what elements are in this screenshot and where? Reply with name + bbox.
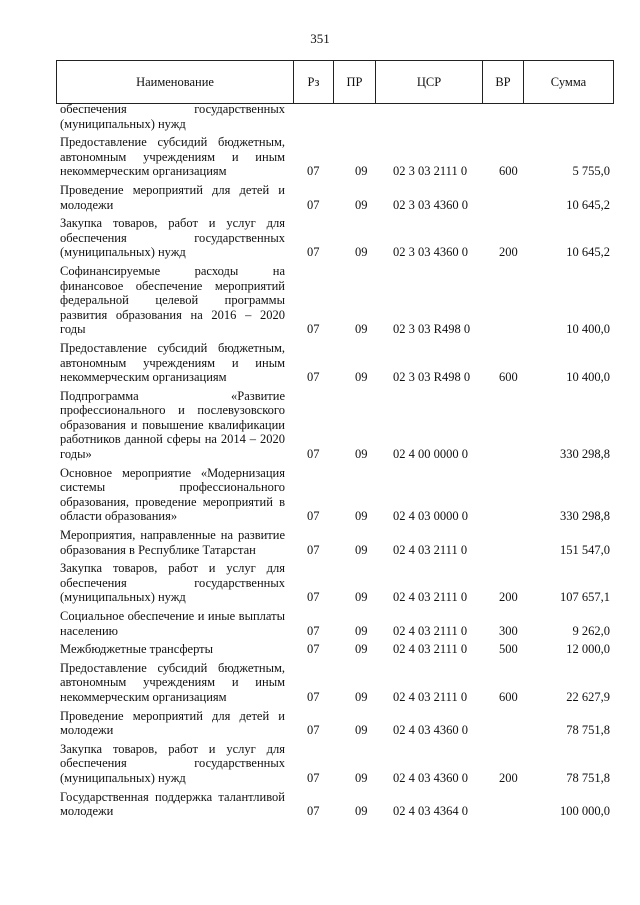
page-number: 351 — [310, 31, 330, 46]
table-row — [60, 790, 610, 819]
cell-pr: 09 — [355, 322, 368, 337]
cell-rz: 07 — [307, 509, 320, 524]
table-row — [60, 561, 610, 605]
header-name: Наименование — [57, 61, 294, 103]
cell-sum: 107 657,1 — [560, 590, 610, 605]
cell-sum: 9 262,0 — [572, 623, 610, 638]
cell-csr: 02 3 03 2111 0 — [393, 164, 468, 179]
cell-csr: 02 4 03 4360 0 — [393, 770, 468, 785]
table-row — [60, 709, 610, 738]
cell-sum: 12 000,0 — [566, 642, 610, 657]
cell-rz: 07 — [307, 689, 320, 704]
cell-name: Мероприятия, направленные на развитие образования в Республике Татарстан — [60, 528, 285, 557]
table-row — [60, 102, 610, 131]
header-sum: Сумма — [550, 74, 587, 89]
cell-vr: 200 — [499, 245, 518, 260]
cell-name: Закупка товаров, работ и услуг для обеспечения государственных (муниципальных) нужд — [60, 561, 285, 605]
cell-name: Основное мероприятие «Модернизация системы профессионального образования, проведение мероприятий в области образования» — [60, 465, 285, 524]
table-row — [60, 642, 610, 657]
cell-csr: 02 4 03 2111 0 — [393, 623, 468, 638]
cell-pr: 09 — [355, 164, 368, 179]
cell-pr: 09 — [355, 509, 368, 524]
cell-sum: 10 645,2 — [566, 245, 610, 260]
cell-sum: 100 000,0 — [560, 804, 610, 819]
cell-vr: 500 — [499, 642, 518, 657]
table-row — [60, 389, 610, 462]
cell-sum: 330 298,8 — [560, 447, 610, 462]
cell-vr: 600 — [499, 370, 518, 385]
cell-csr: 02 4 03 4360 0 — [393, 723, 468, 738]
cell-sum: 10 645,2 — [566, 197, 610, 212]
cell-name: Подпрограмма «Развитие профессионального и послевузовского образования и повышение квалификации работников данной сферы на 2014 – 2020 годы» — [60, 388, 285, 462]
cell-sum: 78 751,8 — [566, 723, 610, 738]
cell-rz: 07 — [307, 322, 320, 337]
cell-name: Закупка товаров, работ и услуг для обеспечения государственных (муниципальных) нужд — [60, 216, 285, 260]
cell-rz: 07 — [307, 804, 320, 819]
cell-name: Предоставление субсидий бюджетным, автономным учреждениям и иным некоммерческим организациям — [60, 660, 285, 704]
cell-pr: 09 — [355, 770, 368, 785]
cell-name: Закупка товаров, работ и услуг для обеспечения государственных (муниципальных) нужд — [60, 741, 285, 785]
cell-rz: 07 — [307, 164, 320, 179]
table-row — [60, 528, 610, 557]
cell-csr: 02 4 03 2111 0 — [393, 689, 468, 704]
cell-rz: 07 — [307, 245, 320, 260]
table-row — [60, 742, 610, 786]
table-body — [60, 102, 610, 823]
cell-csr: 02 4 03 4364 0 — [393, 804, 468, 819]
cell-pr: 09 — [355, 542, 368, 557]
cell-rz: 07 — [307, 447, 320, 462]
cell-name: Предоставление субсидий бюджетным, автономным учреждениям и иным некоммерческим организациям — [60, 135, 285, 179]
cell-pr: 09 — [355, 197, 368, 212]
table-row — [60, 183, 610, 212]
cell-rz: 07 — [307, 590, 320, 605]
table-header — [56, 60, 614, 104]
cell-name: Межбюджетные трансферты — [60, 642, 214, 657]
cell-pr: 09 — [355, 804, 368, 819]
cell-rz: 07 — [307, 623, 320, 638]
header-rz: Рз — [294, 61, 334, 103]
cell-pr: 09 — [355, 723, 368, 738]
cell-name: Проведение мероприятий для детей и молодежи — [60, 182, 285, 212]
cell-csr: 02 3 03 R498 0 — [393, 370, 471, 385]
cell-sum: 151 547,0 — [560, 542, 610, 557]
table-row — [60, 661, 610, 705]
cell-pr: 09 — [355, 590, 368, 605]
header-vr: ВР — [483, 61, 524, 103]
cell-sum: 330 298,8 — [560, 509, 610, 524]
cell-pr: 09 — [355, 370, 368, 385]
cell-pr: 09 — [355, 689, 368, 704]
cell-vr: 600 — [499, 164, 518, 179]
cell-csr: 02 4 03 2111 0 — [393, 590, 468, 605]
cell-csr: 02 3 03 4360 0 — [393, 245, 468, 260]
cell-pr: 09 — [355, 447, 368, 462]
cell-pr: 09 — [355, 245, 368, 260]
table-row — [60, 609, 610, 638]
table-row — [60, 216, 610, 260]
cell-sum: 5 755,0 — [572, 164, 610, 179]
cell-rz: 07 — [307, 542, 320, 557]
cell-sum: 10 400,0 — [566, 322, 610, 337]
cell-sum: 78 751,8 — [566, 770, 610, 785]
cell-rz: 07 — [307, 370, 320, 385]
table-row — [60, 135, 610, 179]
header-csr: ЦСР — [376, 61, 483, 103]
table-row — [60, 264, 610, 337]
cell-name: Социальное обеспечение и иные выплаты населению — [60, 609, 285, 638]
header-pr: ПР — [334, 61, 376, 103]
cell-name: Государственная поддержка талантливой молодежи — [60, 789, 285, 819]
cell-csr: 02 4 03 0000 0 — [393, 509, 468, 524]
cell-rz: 07 — [307, 770, 320, 785]
table-row — [60, 466, 610, 524]
cell-vr: 600 — [499, 689, 518, 704]
cell-name: Предоставление субсидий бюджетным, автономным учреждениям и иным некоммерческим организациям — [60, 340, 285, 385]
cell-vr: 300 — [499, 623, 518, 638]
cell-sum: 22 627,9 — [566, 689, 610, 704]
cell-csr: 02 4 03 2111 0 — [393, 542, 468, 557]
cell-name: обеспечения государственных (муниципальных) нужд — [60, 102, 285, 131]
cell-name: Проведение мероприятий для детей и молодежи — [60, 708, 285, 738]
table-row — [60, 341, 610, 385]
cell-rz: 07 — [307, 642, 320, 657]
cell-csr: 02 4 03 2111 0 — [393, 642, 468, 657]
cell-name: Софинансируемые расходы на финансовое обеспечение мероприятий федеральной целевой программы развития образования на 2016 – 2020 годы — [60, 263, 285, 337]
cell-rz: 07 — [307, 197, 320, 212]
cell-csr: 02 4 00 0000 0 — [393, 447, 468, 462]
cell-csr: 02 3 03 R498 0 — [393, 322, 471, 337]
cell-pr: 09 — [355, 623, 368, 638]
cell-vr: 200 — [499, 590, 518, 605]
cell-sum: 10 400,0 — [566, 370, 610, 385]
cell-vr: 200 — [499, 770, 518, 785]
cell-rz: 07 — [307, 723, 320, 738]
cell-pr: 09 — [355, 642, 368, 657]
cell-csr: 02 3 03 4360 0 — [393, 197, 468, 212]
